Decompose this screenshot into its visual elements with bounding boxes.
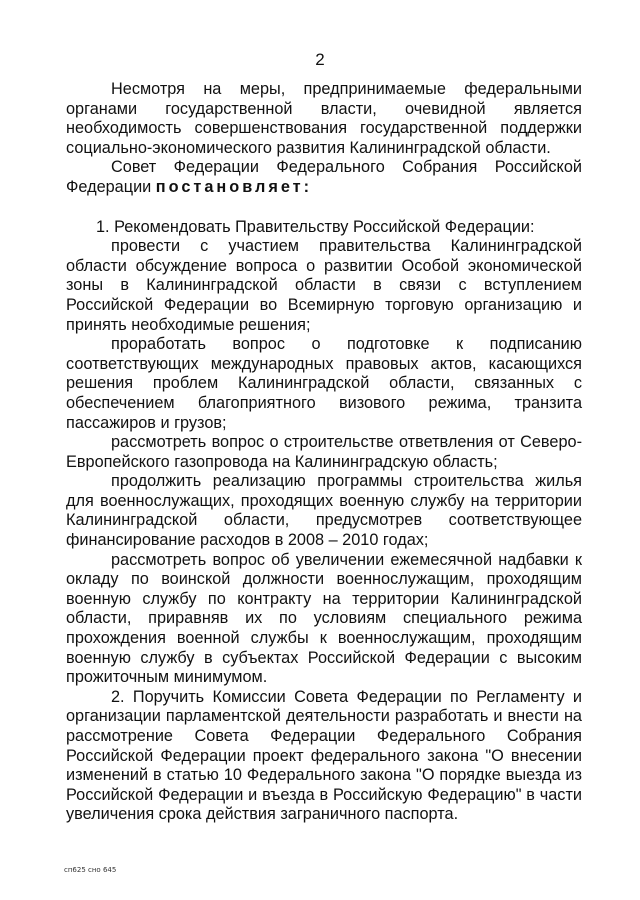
paragraph-item-1-d: продолжить реализацию программы строительства жилья для военнослужащих, проходящих военную службу на территории Калининградской области, предусмотрев соответствующее финансирование расходов в 2008 – 2010 годах;	[66, 472, 582, 550]
paragraph-item-1-b: проработать вопрос о подготовке к подписанию соответствующих международных правовых актов, касающихся решения проблем Калининградской области, связанных с обеспечением благоприятного визового режима, транзита пассажиров и грузов;	[66, 335, 582, 432]
footer-code: сп625 сно 645	[64, 866, 117, 874]
paragraph-item-1-a: провести с участием правительства Калининградской области обсуждение вопроса о развитии Особой экономической зоны в Калининградской области в связи с вступлением Российской Федерации во Всемирную торговую организацию и принять необходимые решения;	[66, 237, 582, 334]
paragraph-item-1-e: рассмотреть вопрос об увеличении ежемесячной надбавки к окладу по воинской должности военнослужащим, проходящим военную службу по контракту на территории Калининградской области, приравняв их по условиям специального режима прохождения военной службы к военнослужащим, проходящим военную службу в субъектах Российской Федерации с высоким прожиточным минимумом.	[66, 550, 582, 687]
paragraph-item-1-c: рассмотреть вопрос о строительстве ответвления от Северо-Европейского газопровода на Калининградскую область;	[66, 433, 582, 471]
resolution-keyword: постановляет:	[155, 177, 313, 196]
page-number: 2	[315, 50, 325, 69]
document-body	[66, 80, 582, 825]
paragraph-item-2: 2. Поручить Комиссии Совета Федерации по Регламенту и организации парламентской деятельности разработать и внести на рассмотрение Совета Федерации Федерального Собрания Российской Федерации проект федерального закона "О внесении изменений в статью 10 Федерального закона "О порядке выезда из Российской Федерации и въезда в Российскую Федерацию" в части увеличения срока действия заграничного паспорта.	[66, 687, 582, 824]
paragraph-resolution	[66, 158, 582, 197]
paragraph-item-1: 1. Рекомендовать Правительству Российской Федерации:	[96, 217, 535, 236]
resolution-text: Совет Федерации Федерального Собрания Российской Федерации	[66, 158, 582, 196]
paragraph-intro: Несмотря на меры, предпринимаемые федеральными органами государственной власти, очевидной является необходимость совершенствования государственной поддержки социально-экономического развития Калининградской области.	[66, 80, 582, 157]
